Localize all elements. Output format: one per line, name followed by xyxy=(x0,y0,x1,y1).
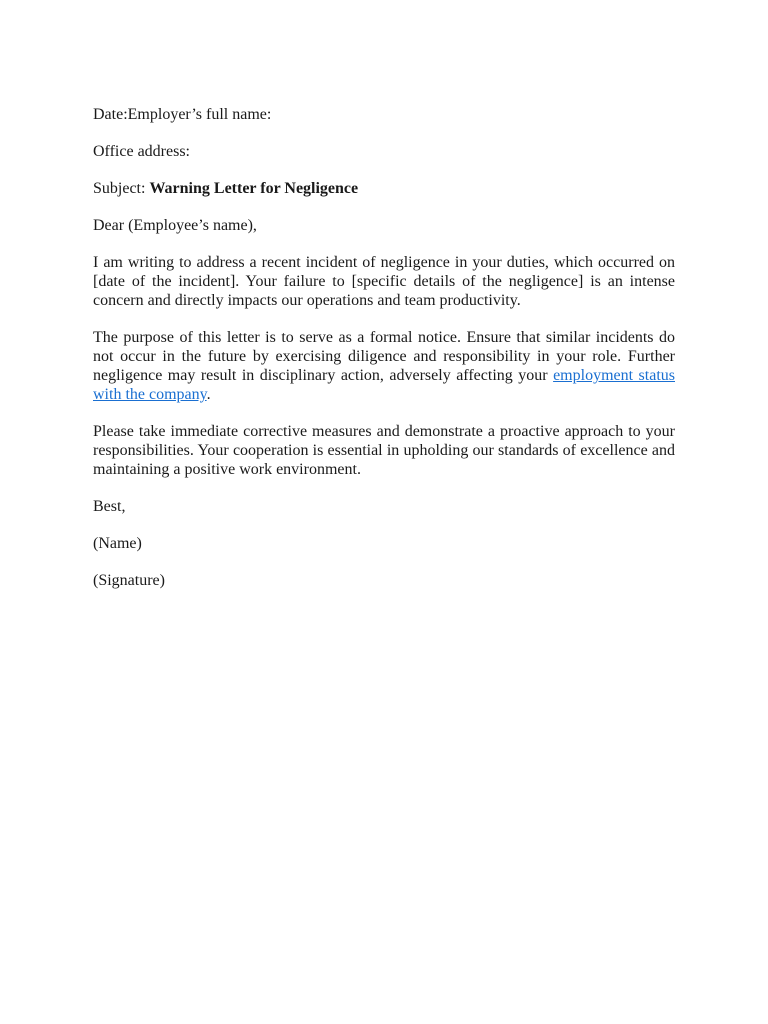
name-placeholder: (Name) xyxy=(93,535,142,552)
paragraph-notice-end: . xyxy=(206,386,211,403)
date-line: Date:Employer’s full name: xyxy=(93,106,272,123)
subject-line xyxy=(93,179,675,198)
salutation: Dear (Employee’s name), xyxy=(93,217,257,234)
subject-prefix: Subject: xyxy=(93,180,150,197)
paragraph-notice xyxy=(93,328,675,404)
closing: Best, xyxy=(93,498,126,515)
paragraph-incident: I am writing to address a recent incident of negligence in your duties, which occurred on [date of the incident]. Your failure to [specific details of the negligence] is an intense concern and directly impacts our operations and team productivity. xyxy=(93,254,675,309)
paragraph-notice-text: The purpose of this letter is to serve as a formal notice. Ensure that similar incidents do not occur in the future by exercising diligence and responsibility in your role. Further negligence may result in disciplinary action, adversely affecting your xyxy=(93,329,675,384)
subject-title: Warning Letter for Negligence xyxy=(149,180,359,197)
paragraph-corrective: Please take immediate corrective measures and demonstrate a proactive approach to your responsibilities. Your cooperation is essential in upholding our standards of excellence and maintaining a positive work environment. xyxy=(93,423,675,478)
employment-status-link[interactable]: employment status with the company xyxy=(93,367,675,403)
letter-body xyxy=(93,105,675,608)
signature-placeholder: (Signature) xyxy=(93,572,165,589)
office-address: Office address: xyxy=(93,143,190,160)
